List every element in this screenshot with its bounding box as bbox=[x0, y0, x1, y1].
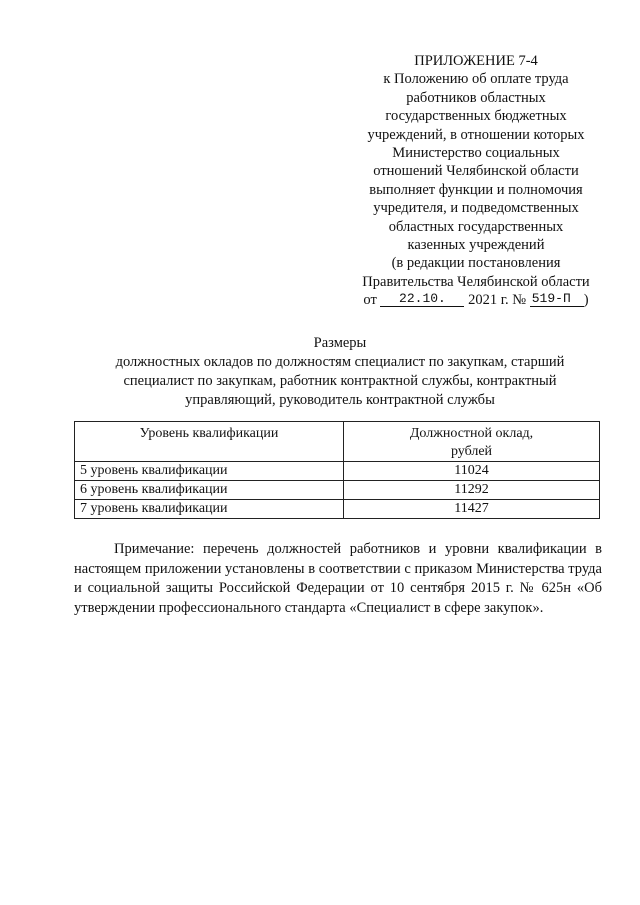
resolution-date: 22.10. bbox=[380, 292, 464, 307]
date-year: 2021 г. № bbox=[468, 292, 527, 309]
appendix-line: Министерство социальных bbox=[392, 145, 560, 162]
qualification-level-cell: 5 уровень квалификации bbox=[75, 462, 344, 481]
header-qualification-level: Уровень квалификации bbox=[75, 422, 344, 462]
heading-line: должностных окладов по должностям специалист по закупкам, старший bbox=[115, 354, 565, 370]
header-salary-line2: рублей bbox=[450, 444, 493, 459]
heading-title: Размеры bbox=[313, 335, 367, 351]
appendix-line: областных государственных bbox=[388, 218, 564, 235]
salary-cell: 11427 bbox=[344, 500, 600, 519]
date-prefix: от bbox=[363, 292, 377, 309]
resolution-date-line bbox=[336, 291, 616, 309]
resolution-number: 519-П bbox=[530, 292, 584, 307]
table-row bbox=[75, 500, 600, 519]
heading-line: управляющий, руководитель контрактной службы bbox=[185, 392, 495, 408]
appendix-line: учредителя, и подведомственных bbox=[373, 200, 579, 217]
table-header-row bbox=[75, 422, 600, 462]
appendix-line: Правительства Челябинской области bbox=[362, 273, 590, 290]
appendix-line: работников областных bbox=[406, 89, 546, 106]
header-salary-line1: Должностной оклад, bbox=[409, 426, 534, 441]
note-paragraph bbox=[74, 540, 602, 618]
appendix-line: выполняет функции и полномочия bbox=[369, 181, 583, 198]
appendix-line: государственных бюджетных bbox=[385, 108, 567, 125]
document-heading bbox=[80, 334, 600, 410]
appendix-line: отношений Челябинской области bbox=[373, 163, 579, 180]
salary-cell: 11292 bbox=[344, 481, 600, 500]
table-row bbox=[75, 462, 600, 481]
heading-line: специалист по закупкам, работник контрактной службы, контрактный bbox=[123, 373, 557, 389]
salary-cell: 11024 bbox=[344, 462, 600, 481]
header-salary bbox=[344, 422, 600, 462]
appendix-title: ПРИЛОЖЕНИЕ 7-4 bbox=[414, 53, 538, 69]
qualification-level-cell: 7 уровень квалификации bbox=[75, 500, 344, 519]
salary-table bbox=[74, 421, 600, 519]
date-suffix: ) bbox=[583, 292, 589, 309]
appendix-line: казенных учреждений bbox=[407, 237, 545, 254]
qualification-level-cell: 6 уровень квалификации bbox=[75, 481, 344, 500]
appendix-line: (в редакции постановления bbox=[391, 255, 561, 272]
table-row bbox=[75, 481, 600, 500]
appendix-header bbox=[336, 52, 616, 310]
note-text: Примечание: перечень должностей работников и уровни квалификации в настоящем приложении установлены в соответствии с приказом Министерства труда и социальной защиты Российской Федерации от 10 сентября 2015 г. № 625н «Об утверждении профессионального стандарта «Специалист в сфере закупок». bbox=[74, 541, 602, 616]
appendix-line: учреждений, в отношении которых bbox=[367, 126, 585, 143]
appendix-line: к Положению об оплате труда bbox=[383, 71, 569, 88]
